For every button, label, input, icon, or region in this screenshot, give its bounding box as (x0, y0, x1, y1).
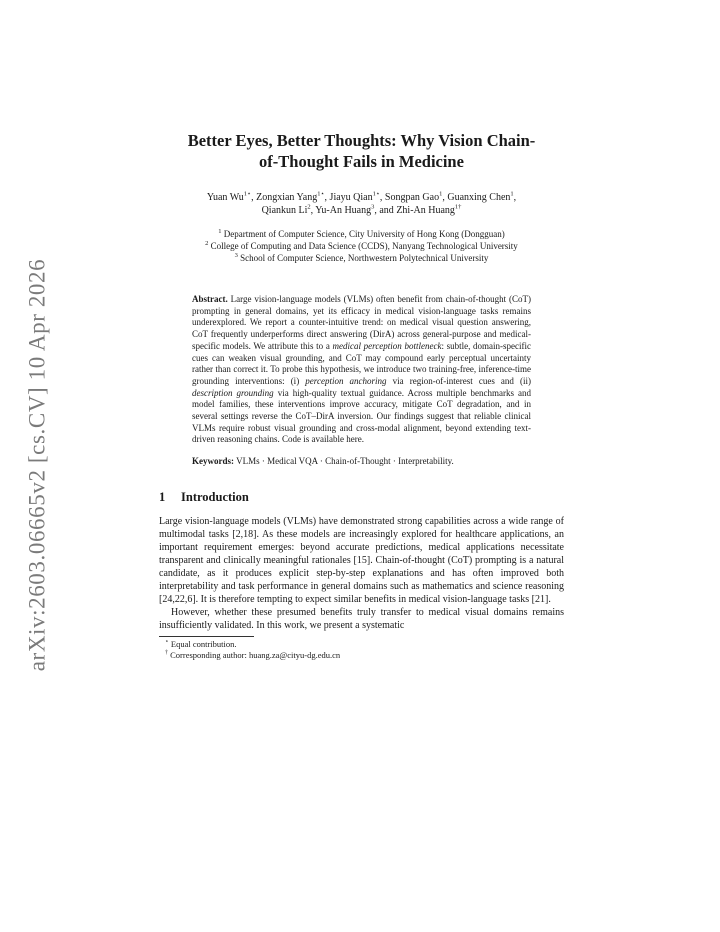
author: Yuan $Wu^{1⋆}$ (206, 190, 252, 203)
abstract-label: Abstract. (192, 294, 228, 304)
intro-paragraph-1: Large vision-language models (VLMs) have demonstrated strong capabilities across a wide range of multimodal tasks [2,18]. As these models are increasingly explored for healthcare applications, an important requirement emerges: beyond accurate predictions, medical applications necessitate transparent and clinically meaningful rationales [15]. Chain-of-thought (CoT) prompting is a natural candidate, as it produces explicit step-by-step explanations and has often improved both interpretability and task performance in general domains such as mathematics and science reasoning [24,22,6]. It is therefore tempting to expect similar benefits in medical vision-language tasks [21]. (159, 516, 564, 606)
arxiv-identifier: arXiv:2603.06665v2 [cs.CV] 10 Apr 2026 (24, 258, 49, 672)
author: Zongxian Yang$^{1⋆}$ (256, 190, 325, 203)
author: Songpan Gao$^1$ (384, 190, 443, 203)
paper-page (159, 130, 564, 661)
author-list: Yuan $Wu^{1⋆}$, Zongxian Yang$^{1⋆}$, Jiayu Qian$^{1⋆}$, Songpan Gao$^1$, Guanxing Chen$^1$, Qiankun Li$^2$, Yu-An Huang$^3$, and Zhi-An Huang$^{1\dagger}$ (206, 190, 517, 216)
affiliation: $^2$ College of Computing and Data Science (CCDS), Nanyang Technological University (205, 240, 518, 251)
arxiv-sidebar (20, 255, 54, 675)
footnote-rule (159, 636, 254, 637)
keywords-label: Keywords: (192, 456, 234, 467)
author: Jiayu Qian$^{1⋆}$ (329, 190, 380, 203)
affiliation: $^1$ Department of Computer Science, City University of Hong Kong (Dongguan) (218, 228, 505, 239)
paper-title: Better Eyes, Better Thoughts: Why Vision Chain-of-Thought Fails in Medicine (187, 131, 536, 171)
author: Zhi-An Huang$^{1\dagger}$ (396, 203, 462, 216)
keywords: Keywords: VLMs · Medical VQA · Chain-of-Thought · Interpretability. (192, 456, 454, 467)
abstract: Abstract. Large vision-language models (VLMs) often benefit from chain-of-thought (CoT) prompting in general domains, yet its efficacy in medical vision-language tasks remains underexplored. We report a counter-intuitive trend: on medical visual question answering, CoT frequently underperforms direct answering (DirA) across general-purpose and medical-specific models. We attribute this to a medical perception bottleneck: subtle, domain-specific cues can weaken visual grounding, and CoT may compound early perceptual uncertainty rather than correct it. To probe this hypothesis, we introduce two training-free, inference-time grounding interventions: (i) perception anchoring via region-of-interest cues and (ii) description grounding via high-quality textual guidance. Across multiple benchmarks and model families, these interventions improve accuracy, mitigate CoT degradation, and in several settings reverse the CoT–DirA inversion. Our findings suggest that reliable clinical VLMs require robust visual grounding and cross-modal alignment, beyond extending text-driven reasoning chains. Code is available here. (192, 294, 532, 445)
footnote: † Corresponding author: huang.za@cityu-dg.edu.cn (165, 650, 341, 661)
author: Qiankun Li$^2$ (261, 203, 311, 216)
footnotes (159, 639, 564, 661)
footnote: ⋆ Equal contribution. (165, 639, 237, 650)
author: Yu-An Huang$^3$ (315, 203, 375, 216)
affiliation: $^3$ School of Computer Science, Northwestern Polytechnical University (234, 252, 489, 263)
author: Guanxing Chen$^1$ (447, 190, 514, 203)
section-heading: 1 Introduction (159, 490, 249, 505)
intro-paragraph-2: However, whether these presumed benefits truly transfer to medical visual domains remains insufficiently validated. In this work, we present a systematic (159, 607, 564, 632)
affiliation-list (159, 228, 564, 264)
